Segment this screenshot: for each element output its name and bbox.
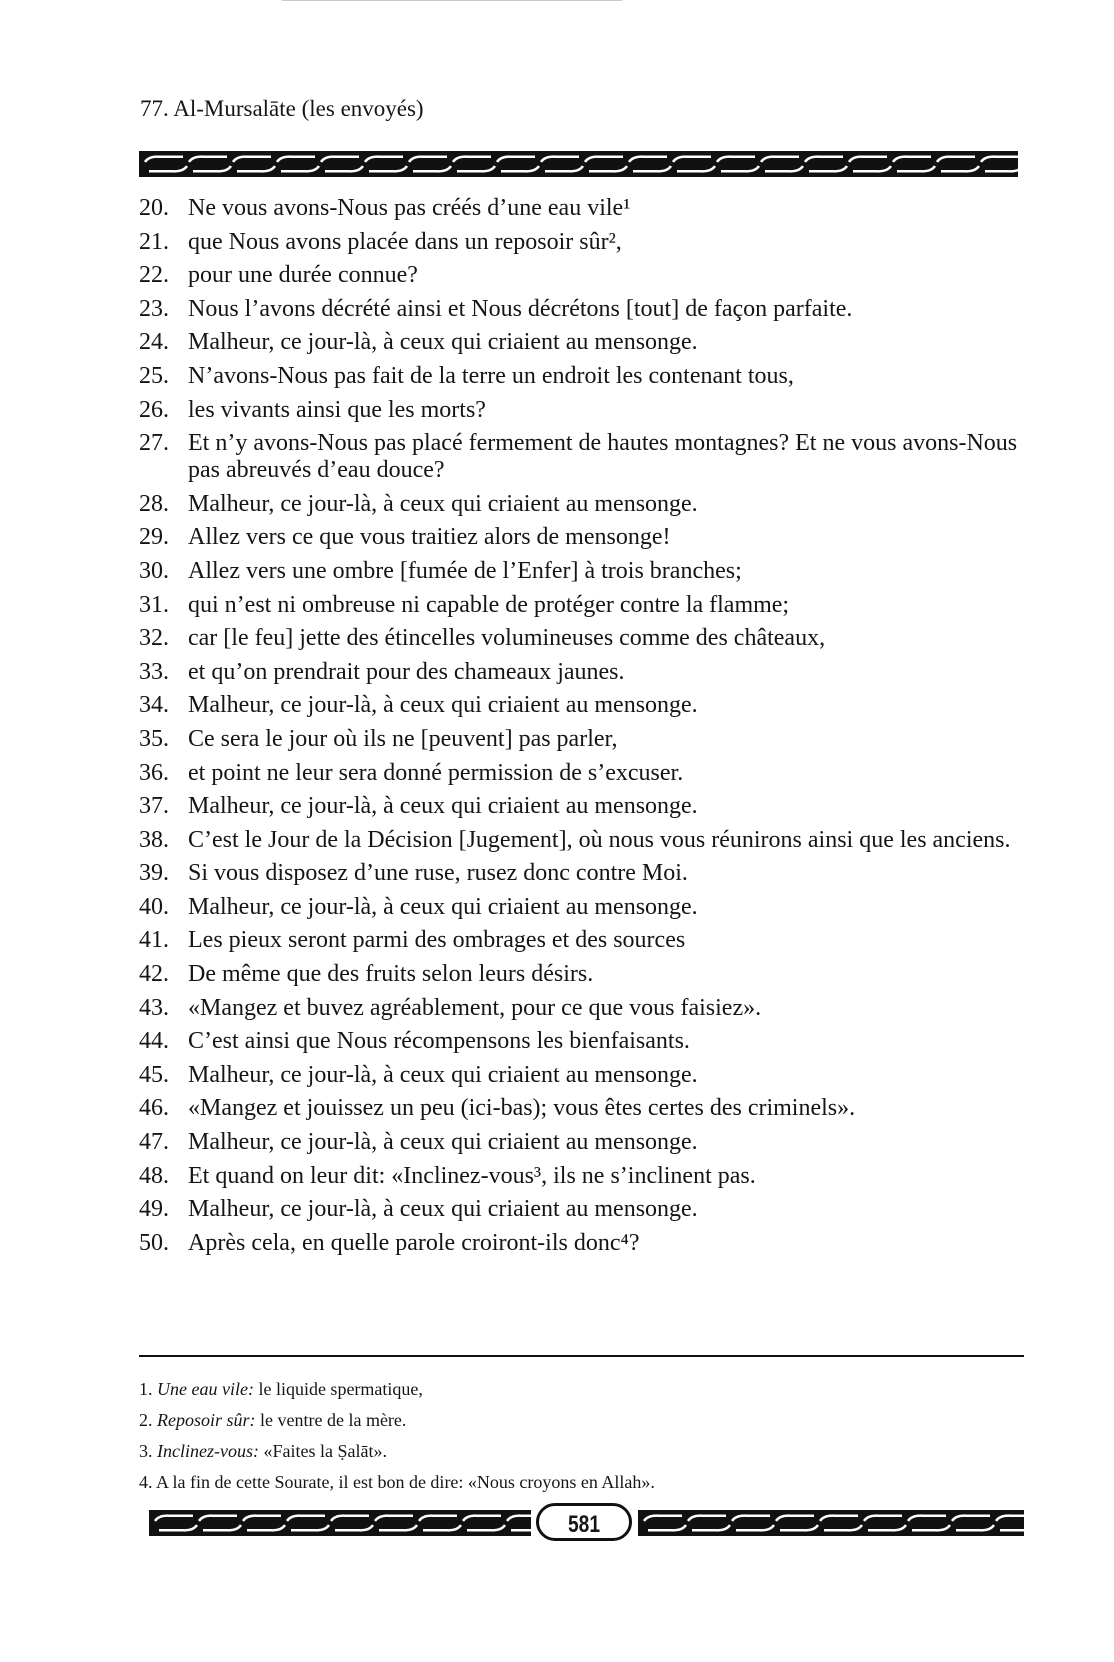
ornament-link — [996, 1516, 1024, 1521]
verse-number: 48. — [139, 1162, 169, 1189]
verse-text: Malheur, ce jour-là, à ceux qui criaient au mensonge. — [188, 490, 698, 517]
verse-text: C’est le Jour de la Décision [Jugement], où nous vous réunirons ainsi que les anciens. — [188, 826, 1011, 853]
ornament-link — [419, 1516, 457, 1521]
ornament-link — [321, 157, 359, 162]
verse-text: Et quand on leur dit: «Inclinez-vous³, ils ne s’inclinent pas. — [188, 1162, 756, 1189]
verse-text: et point ne leur sera donné permission de s’excuser. — [188, 759, 684, 786]
verse-text: qui n’est ni ombreuse ni capable de protéger contre la flamme; — [188, 591, 790, 618]
verse-number: 21. — [139, 228, 169, 255]
verse-number: 20. — [139, 195, 169, 221]
verse — [139, 296, 1029, 323]
verse-list — [139, 195, 1029, 1263]
ornament-link — [780, 1525, 818, 1530]
ornament-link — [717, 157, 755, 162]
ornament-link — [365, 157, 403, 162]
verse-text: que Nous avons placée dans un reposoir sûr², — [188, 228, 622, 255]
verse-text: «Mangez et jouissez un peu (ici-bas); vous êtes certes des criminels». — [188, 1095, 856, 1122]
ornament-link — [501, 166, 539, 171]
ornament-link — [692, 1525, 730, 1530]
ornament-link — [379, 1525, 417, 1530]
ornament-link — [776, 1516, 814, 1521]
ornament-link — [809, 166, 847, 171]
verse-text: Malheur, ce jour-là, à ceux qui criaient au mensonge. — [188, 329, 698, 356]
verse-text: Et n’y avons-Nous pas placé fermement de hautes montagnes? Et ne vous avons-Nous pas abreuvés d’eau douce? — [188, 430, 1018, 484]
verse-text: Les pieux seront parmi des ombrages et des sources — [188, 927, 686, 954]
verse-text: Ce sera le jour où ils ne [peuvent] pas parler, — [188, 725, 618, 752]
footnote-number: 3. — [139, 1441, 153, 1461]
footnote-term: Inclinez-vous: — [157, 1441, 259, 1461]
ornament-link — [453, 157, 491, 162]
ornament-link — [937, 157, 975, 162]
verse — [139, 995, 1029, 1022]
footnote-text: le ventre de la mère. — [260, 1410, 407, 1430]
ornament-link — [237, 166, 275, 171]
ornament-link — [1000, 1525, 1024, 1530]
verse — [139, 1062, 1029, 1089]
verse-number: 32. — [139, 625, 169, 652]
verse-text: Malheur, ce jour-là, à ceux qui criaient au mensonge. — [188, 793, 698, 820]
verse-number: 29. — [139, 524, 169, 551]
ornament-link — [644, 1516, 682, 1521]
verse-number: 33. — [139, 658, 169, 685]
ornament-link — [688, 1516, 726, 1521]
ornament-link — [765, 166, 803, 171]
verse-number: 31. — [139, 591, 169, 618]
verse — [139, 491, 1029, 518]
verse-text: Malheur, ce jour-là, à ceux qui criaient au mensonge. — [188, 893, 698, 920]
verse-number: 23. — [139, 295, 169, 322]
verse — [139, 1129, 1029, 1156]
ornament-link — [457, 166, 495, 171]
page-number-label: 581 — [567, 1511, 601, 1538]
ornament-link — [868, 1525, 906, 1530]
verse — [139, 558, 1029, 585]
footnote-term: Reposoir sûr: — [157, 1410, 256, 1430]
verse-number: 27. — [139, 430, 169, 457]
ornament-link — [325, 166, 363, 171]
ornament-link — [281, 166, 319, 171]
footnote-term: Une eau vile: — [157, 1379, 254, 1399]
verse-text: et qu’on prendrait pour des chameaux jaunes. — [188, 658, 625, 685]
ornament-link — [507, 1516, 531, 1521]
footnote-number: 4. — [139, 1472, 153, 1492]
ornament-pattern — [139, 151, 1018, 177]
ornament-link — [908, 1516, 946, 1521]
verse-text: les vivants ainsi que les morts? — [188, 396, 486, 423]
ornament-link — [629, 157, 667, 162]
ornament-link — [467, 1525, 505, 1530]
ornament-link — [277, 157, 315, 162]
verse — [139, 195, 1029, 222]
ornament-link — [633, 166, 671, 171]
ornament-link — [497, 157, 535, 162]
verse — [139, 1163, 1029, 1190]
verse-number: 40. — [139, 893, 169, 920]
footnote-number: 1. — [139, 1379, 153, 1399]
page-header: 77. Al-Mursalāte (les envoyés) — [140, 96, 424, 121]
verse-number: 44. — [139, 1028, 169, 1055]
ornament-link — [155, 1516, 193, 1521]
verse-text: Allez vers ce que vous traitiez alors de mensonge! — [188, 524, 671, 551]
footnote-rule — [139, 1355, 1024, 1357]
verse-number: 28. — [139, 490, 169, 517]
verse-number: 41. — [139, 927, 169, 954]
ornament-link — [985, 166, 1018, 171]
verse-number: 25. — [139, 362, 169, 389]
ornament-link — [541, 157, 579, 162]
ornament-link — [233, 157, 271, 162]
footnote — [139, 1409, 1019, 1431]
ornament-link — [864, 1516, 902, 1521]
verse — [139, 625, 1029, 652]
ornament-link — [648, 1525, 686, 1530]
ornament-link — [912, 1525, 950, 1530]
ornament-link — [824, 1525, 862, 1530]
ornament-link — [189, 157, 227, 162]
verse — [139, 363, 1029, 390]
verse — [139, 760, 1029, 787]
ornament-link — [673, 157, 711, 162]
ornament-link — [375, 1516, 413, 1521]
ornament-pattern — [149, 1510, 531, 1536]
top-rule — [282, 0, 622, 1]
verse-text: Malheur, ce jour-là, à ceux qui criaient au mensonge. — [188, 692, 698, 719]
footnote — [139, 1440, 1019, 1462]
verse-number: 36. — [139, 759, 169, 786]
verse-text: Allez vers une ombre [fumée de l’Enfer] à trois branches; — [188, 557, 742, 584]
verse-text: «Mangez et buvez agréablement, pour ce que vous faisiez». — [188, 994, 762, 1021]
verse-number: 39. — [139, 860, 169, 887]
verse-text: Malheur, ce jour-là, à ceux qui criaient au mensonge. — [188, 1196, 698, 1223]
ornament-pattern — [638, 1510, 1024, 1536]
verse-number: 30. — [139, 557, 169, 584]
verse — [139, 262, 1029, 289]
ornament-link — [463, 1516, 501, 1521]
footnote — [139, 1471, 1019, 1493]
verse-text: Nous l’avons décrété ainsi et Nous décrétons [tout] de façon parfaite. — [188, 295, 853, 322]
verse-number: 49. — [139, 1196, 169, 1223]
verse — [139, 592, 1029, 619]
footnote-text: «Faites la Ṣalāt». — [263, 1441, 387, 1461]
ornament-link — [820, 1516, 858, 1521]
ornament-link — [159, 1525, 197, 1530]
ornament-link — [145, 157, 183, 162]
verse — [139, 927, 1029, 954]
verse-number: 37. — [139, 793, 169, 820]
verse — [139, 726, 1029, 753]
ornament-link — [545, 166, 583, 171]
ornament-link — [331, 1516, 369, 1521]
ornament-link — [761, 157, 799, 162]
verse — [139, 1095, 1029, 1122]
verse — [139, 329, 1029, 356]
verse-number: 24. — [139, 329, 169, 356]
footnote-text: A la fin de cette Sourate, il est bon de dire: «Nous croyons en Allah». — [156, 1472, 655, 1492]
ornament-link — [849, 157, 887, 162]
ornament-link — [335, 1525, 373, 1530]
verse — [139, 827, 1029, 854]
ornament-band-bottom-left — [149, 1510, 531, 1536]
verse-number: 43. — [139, 994, 169, 1021]
verse-text: Malheur, ce jour-là, à ceux qui criaient au mensonge. — [188, 1129, 698, 1156]
ornament-link — [243, 1516, 281, 1521]
verse — [139, 430, 1029, 484]
ornament-link — [511, 1525, 531, 1530]
verse-text: Après cela, en quelle parole croiront-ils donc⁴? — [188, 1229, 640, 1256]
ornament-band-bottom-right — [638, 1510, 1024, 1536]
ornament-link — [291, 1525, 329, 1530]
ornament-link — [941, 166, 979, 171]
footnote-number: 2. — [139, 1410, 153, 1430]
verse — [139, 793, 1029, 820]
verse — [139, 229, 1029, 256]
ornament-link — [409, 157, 447, 162]
ornament-link — [893, 157, 931, 162]
footnote-list — [139, 1378, 1019, 1502]
ornament-link — [677, 166, 715, 171]
verse-number: 22. — [139, 262, 169, 289]
verse-number: 42. — [139, 961, 169, 988]
footnote-text: le liquide spermatique, — [258, 1379, 423, 1399]
ornament-link — [369, 166, 407, 171]
ornament-band-top — [139, 151, 1018, 177]
footnote — [139, 1378, 1019, 1400]
verse-text: Si vous disposez d’une ruse, rusez donc contre Moi. — [188, 860, 688, 887]
verse-number: 34. — [139, 692, 169, 719]
verse — [139, 1196, 1029, 1223]
verse-text: pour une durée connue? — [188, 262, 418, 289]
verse — [139, 1230, 1029, 1257]
verse-text: C’est ainsi que Nous récompensons les bienfaisants. — [188, 1028, 690, 1055]
verse-number: 45. — [139, 1061, 169, 1088]
ornament-link — [423, 1525, 461, 1530]
ornament-link — [853, 166, 891, 171]
ornament-link — [721, 166, 759, 171]
ornament-link — [736, 1525, 774, 1530]
verse — [139, 961, 1029, 988]
ornament-link — [956, 1525, 994, 1530]
ornament-link — [203, 1525, 241, 1530]
verse-text: Malheur, ce jour-là, à ceux qui criaient au mensonge. — [188, 1061, 698, 1088]
verse-number: 46. — [139, 1095, 169, 1122]
ornament-link — [897, 166, 935, 171]
verse — [139, 1028, 1029, 1055]
verse-text: N’avons-Nous pas fait de la terre un endroit les contenant tous, — [188, 362, 794, 389]
ornament-link — [199, 1516, 237, 1521]
verse-text: car [le feu] jette des étincelles volumineuses comme des châteaux, — [188, 625, 826, 652]
verse-text: Ne vous avons-Nous pas créés d’une eau vile¹ — [188, 195, 631, 221]
verse-text: De même que des fruits selon leurs désirs. — [188, 961, 594, 988]
verse — [139, 659, 1029, 686]
ornament-link — [589, 166, 627, 171]
verse — [139, 524, 1029, 551]
verse — [139, 894, 1029, 921]
ornament-link — [732, 1516, 770, 1521]
ornament-link — [585, 157, 623, 162]
ornament-link — [981, 157, 1018, 162]
ornament-link — [287, 1516, 325, 1521]
ornament-link — [952, 1516, 990, 1521]
verse — [139, 692, 1029, 719]
ornament-link — [247, 1525, 285, 1530]
verse-number: 47. — [139, 1129, 169, 1156]
ornament-link — [193, 166, 231, 171]
ornament-link — [805, 157, 843, 162]
verse — [139, 860, 1029, 887]
verse-number: 35. — [139, 725, 169, 752]
verse-number: 50. — [139, 1229, 169, 1256]
ornament-link — [413, 166, 451, 171]
verse-number: 38. — [139, 826, 169, 853]
verse — [139, 397, 1029, 424]
page-number — [536, 1503, 632, 1541]
verse-number: 26. — [139, 396, 169, 423]
ornament-link — [149, 166, 187, 171]
